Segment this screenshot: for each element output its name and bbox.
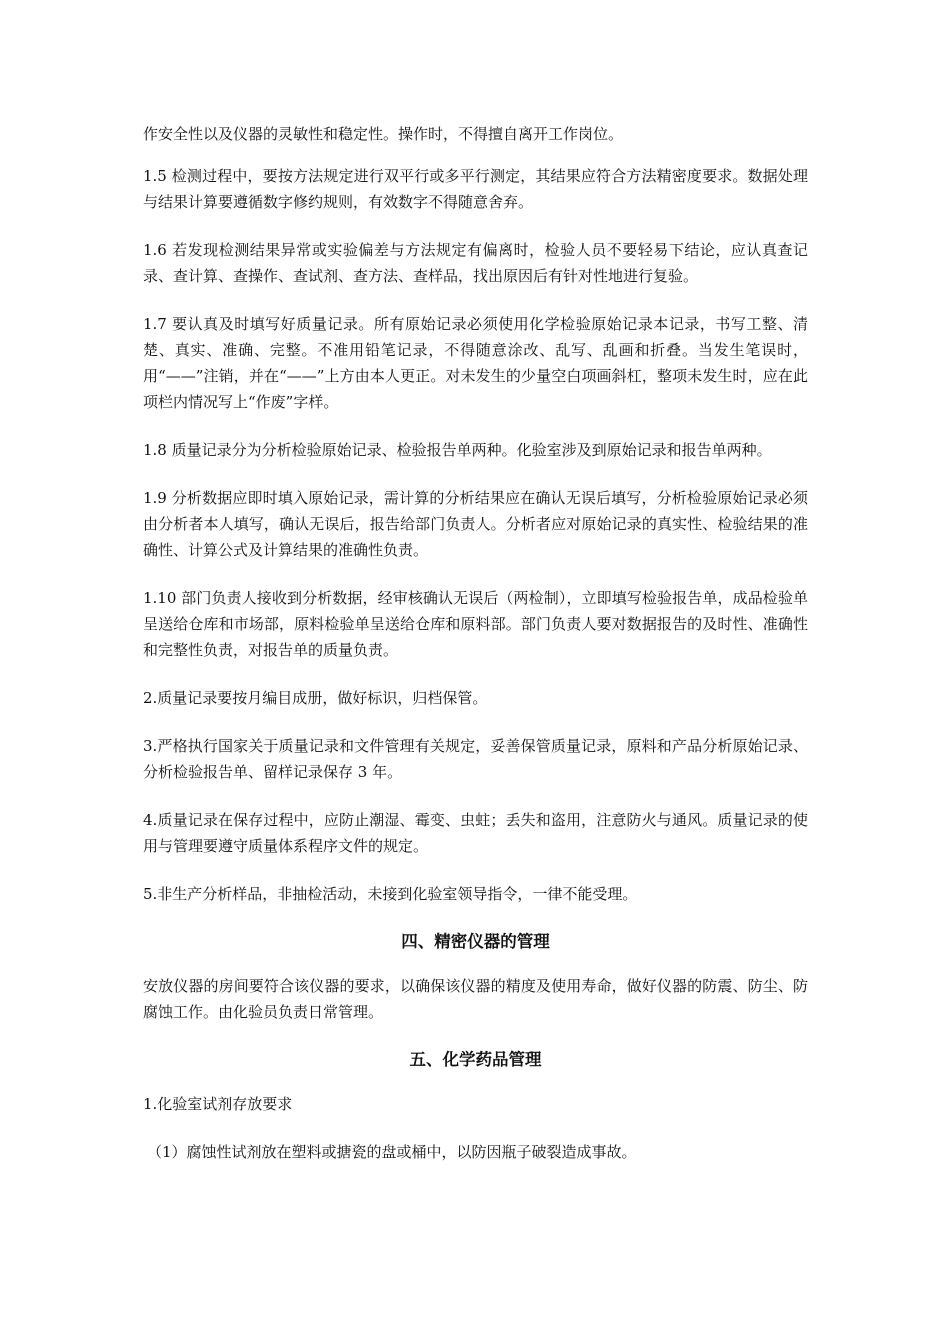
paragraph-1-7: 1.7 要认真及时填写好质量记录。所有原始记录必须使用化学检验原始记录本记录，书写工整、清楚、真实、准确、完整。不准用铅笔记录，不得随意涂改、乱写、乱画和折叠。当发生笔误时，用“——”注销，并在“——”上方由本人更正。对未发生的少量空白项画斜杠，整项未发生时，应在此项栏内情况写上“作废”字样。 [143,315,808,411]
section4-body: 安放仪器的房间要符合该仪器的要求，以确保该仪器的精度及使用寿命，做好仪器的防震、防尘、防腐蚀工作。由化验员负责日常管理。 [143,977,808,1021]
section-heading-chemicals: 五、化学药品管理 [409,1050,542,1069]
paragraph-5: 5.非生产分析样品，非抽检活动，未接到化验室领导指令，一律不能受理。 [143,885,638,903]
paragraph-1-9: 1.9 分析数据应即时填入原始记录，需计算的分析结果应在确认无误后填写，分析检验原始记录必须由分析者本人填写，确认无误后，报告给部门负责人。分析者应对原始记录的真实性、检验结果的准确性、计算公式及计算结果的准确性负责。 [143,489,808,559]
paragraph-1-10: 1.10 部门负责人接收到分析数据，经审核确认无误后（两检制），立即填写检验报告单，成品检验单呈送给仓库和市场部，原料检验单呈送给仓库和原料部。部门负责人要对数据报告的及时性、准确性和完整性负责，对报告单的质量负责。 [143,589,808,659]
paragraph-2: 2.质量记录要按月编目成册，做好标识，归档保管。 [143,689,488,707]
document-body [143,121,808,1187]
paragraph-1-8: 1.8 质量记录分为分析检验原始记录、检验报告单两种。化验室涉及到原始记录和报告单两种。 [143,441,772,459]
paragraph-1-5: 1.5 检测过程中，要按方法规定进行双平行或多平行测定，其结果应符合方法精密度要求。数据处理与结果计算要遵循数字修约规则，有效数字不得随意舍弃。 [143,167,808,211]
section5-item-1-sub-1: （1）腐蚀性试剂放在塑料或搪瓷的盘或桶中，以防因瓶子破裂造成事故。 [147,1143,637,1161]
section5-item-1: 1.化验室试剂存放要求 [143,1095,293,1113]
paragraph-3: 3.严格执行国家关于质量记录和文件管理有关规定，妥善保管质量记录，原料和产品分析原始记录、分析检验报告单、留样记录保存 3 年。 [143,737,808,781]
paragraph-continuation: 作安全性以及仪器的灵敏性和稳定性。操作时，不得擅自离开工作岗位。 [143,125,624,143]
section-heading-precision-instruments: 四、精密仪器的管理 [401,932,550,951]
paragraph-4: 4.质量记录在保存过程中，应防止潮湿、霉变、虫蛀；丢失和盗用，注意防火与通风。质量记录的使用与管理要遵守质量体系程序文件的规定。 [143,811,808,855]
paragraph-1-6: 1.6 若发现检测结果异常或实验偏差与方法规定有偏离时，检验人员不要轻易下结论，应认真查记录、查计算、查操作、查试剂、查方法、查样品，找出原因后有针对性地进行复验。 [143,241,808,285]
